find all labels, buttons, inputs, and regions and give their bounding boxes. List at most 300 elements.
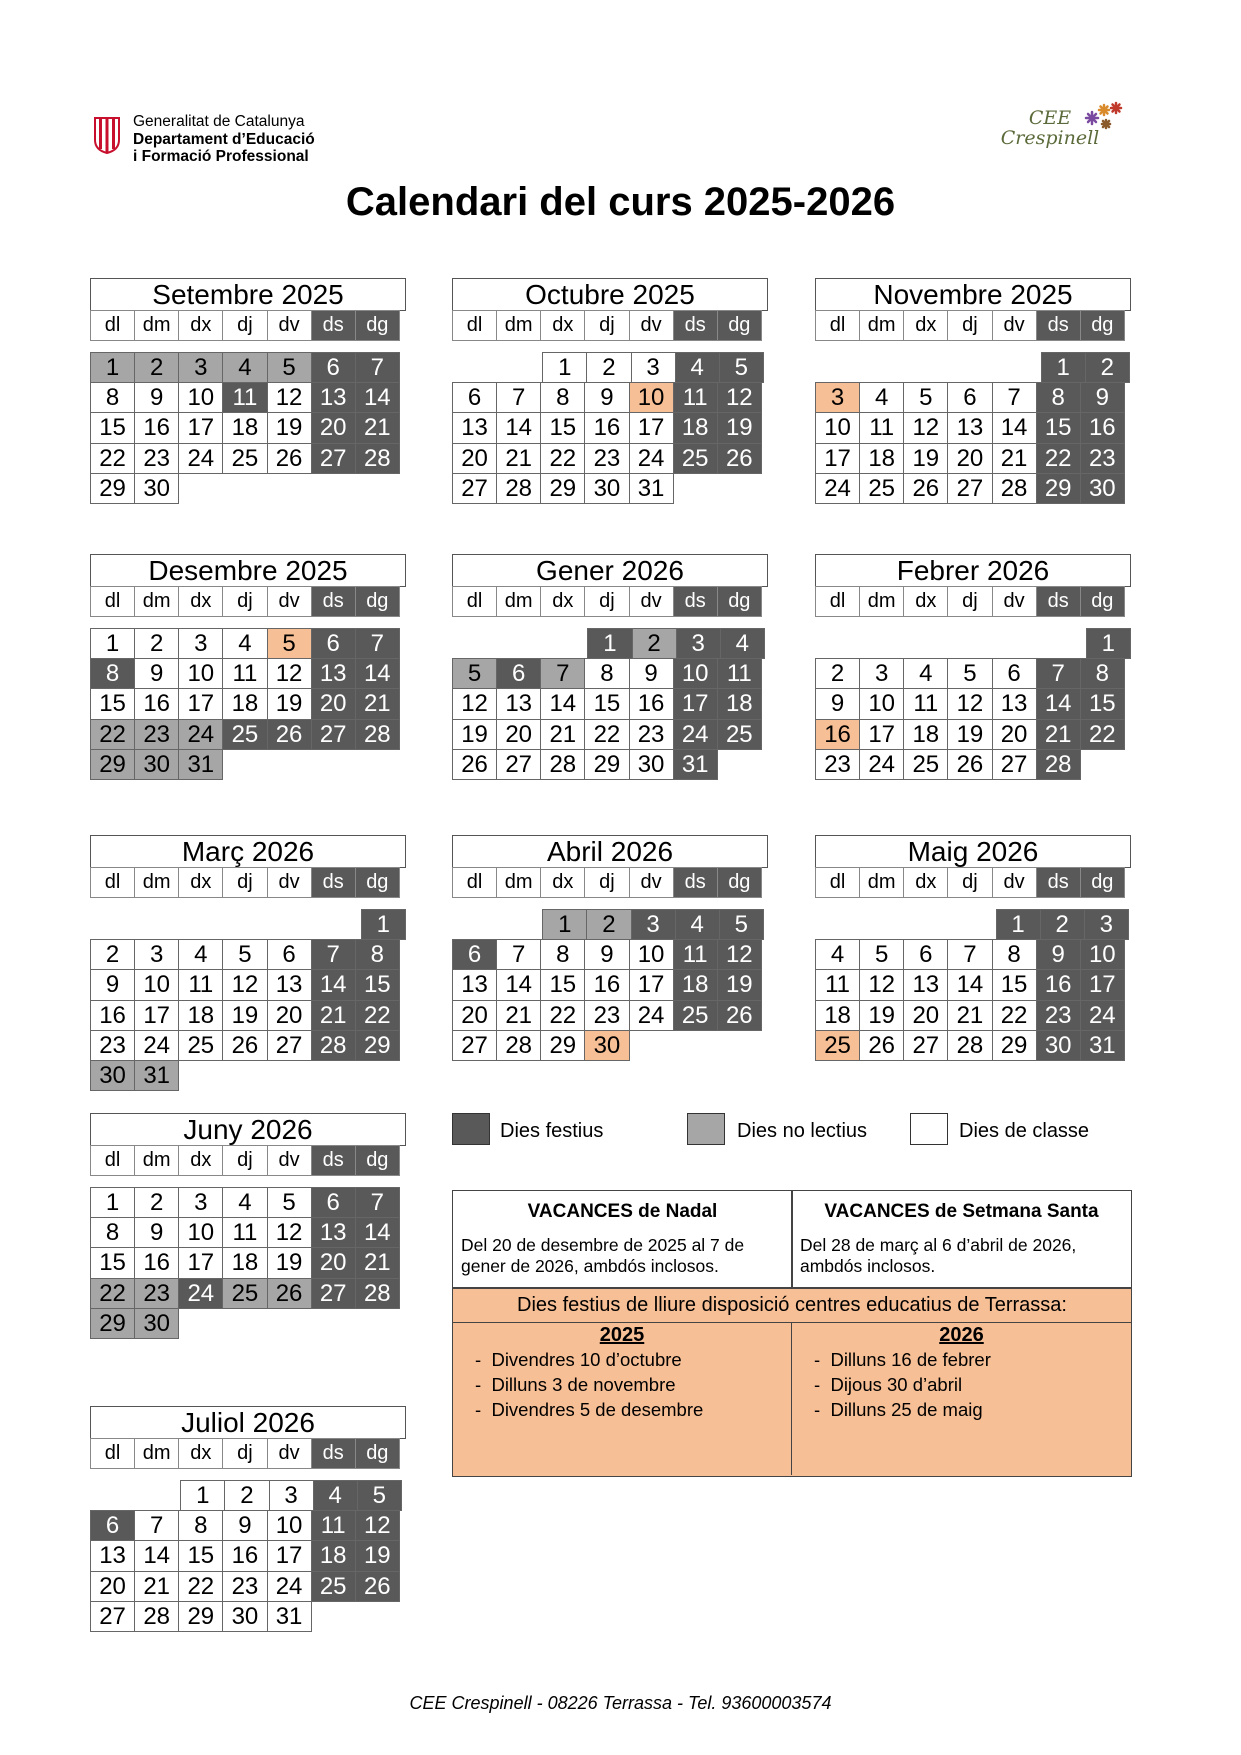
day-cell: 15 [178,1540,223,1571]
day-cell: 27 [947,473,992,504]
day-cell: 26 [355,1571,400,1602]
nadal-title: VACANCES de Nadal [527,1201,718,1222]
month-calendar [90,1406,406,1632]
weekday-label: dj [222,310,267,341]
day-cell: 4 [675,909,720,940]
day-cell: 26 [947,749,992,780]
weekday-label: dm [134,310,179,341]
day-cell: 2 [134,628,179,659]
day-cell: 6 [452,939,497,970]
lliure-2025-year: 2025 [599,1324,645,1346]
day-cell: 27 [992,749,1037,780]
weekday-header [90,1438,406,1469]
day-cell: 3 [178,352,223,383]
week-row [452,659,768,689]
day-cell: 12 [859,969,904,1000]
week-row [90,353,406,383]
day-cell: 24 [859,749,904,780]
day-cell: 19 [947,719,992,750]
week-row [90,1481,406,1511]
month-title: Abril 2026 [452,835,768,868]
day-cell: 6 [947,382,992,413]
day-cell: 26 [222,1030,267,1061]
week-row [90,1188,406,1218]
day-cell: 30 [584,1030,629,1061]
day-cell: 11 [222,658,267,689]
weekday-label: dj [222,1145,267,1176]
month-title: Febrer 2026 [815,554,1131,587]
weekday-label: dm [496,867,541,898]
day-cell: 10 [1080,939,1125,970]
day-cell: 8 [90,658,135,689]
weekday-label: dm [859,867,904,898]
day-cell: 17 [815,443,860,474]
day-cell: 19 [452,719,497,750]
week-row [90,970,406,1000]
empty-day-cell [674,474,719,504]
day-cell: 21 [355,412,400,443]
day-cell: 18 [178,1000,223,1031]
weekday-label: dv [629,867,674,898]
day-cell: 17 [178,688,223,719]
day-cell: 1 [587,628,632,659]
weekday-label: dx [540,310,585,341]
weekday-label: dx [540,867,585,898]
day-cell: 14 [540,688,585,719]
month-title: Març 2026 [90,835,406,868]
week-row [452,750,768,780]
empty-day-cell [860,910,905,940]
lliure-2025-item: - Divendres 10 d’octubre [475,1347,791,1372]
day-cell: 21 [311,1000,356,1031]
empty-day-cell [497,629,542,659]
weekday-label: dg [1080,867,1125,898]
legend-no-lectius-label: Dies no lectius [737,1120,868,1142]
day-cell: 13 [311,382,356,413]
day-cell: 30 [1036,1030,1081,1061]
day-cell: 28 [1036,749,1081,780]
day-cell: 21 [1036,719,1081,750]
empty-day-cell [497,910,542,940]
setmana-santa-box [791,1190,1132,1288]
weekday-label: dv [267,586,312,617]
month-title: Setembre 2025 [90,278,406,311]
day-cell: 4 [222,628,267,659]
day-cell: 10 [629,382,674,413]
day-cell: 23 [134,719,179,750]
day-cell: 18 [222,1247,267,1278]
day-cell: 27 [311,1278,356,1309]
weekday-label: dv [267,1145,312,1176]
day-cell: 24 [178,443,223,474]
day-cell: 22 [540,443,585,474]
day-cell: 26 [267,443,312,474]
nadal-text: Del 20 de desembre de 2025 al 7 de gener de 2026, ambdós inclosos. [461,1235,745,1276]
day-cell: 9 [815,688,860,719]
week-row [90,910,406,940]
day-cell: 24 [1080,1000,1125,1031]
day-cell: 17 [629,969,674,1000]
day-cell: 28 [496,473,541,504]
day-cell: 28 [496,1030,541,1061]
day-cell: 15 [1080,688,1125,719]
weekday-header [90,867,406,898]
weekday-header [90,586,406,617]
month-title: Gener 2026 [452,554,768,587]
weekday-label: dj [584,867,629,898]
month-calendar [815,554,1131,780]
weekday-label: dx [178,1145,223,1176]
day-cell: 4 [222,1187,267,1218]
weekday-label: dx [178,867,223,898]
day-cell: 3 [631,909,676,940]
month-title: Juliol 2026 [90,1406,406,1439]
day-cell: 14 [355,382,400,413]
day-cell: 22 [992,1000,1037,1031]
week-row [815,413,1131,443]
day-cell: 28 [947,1030,992,1061]
day-cell: 16 [584,969,629,1000]
day-cell: 5 [903,382,948,413]
empty-day-cell [315,1061,360,1091]
week-row [90,383,406,413]
empty-day-cell [718,750,763,780]
setmana-santa-title: VACANCES de Setmana Santa [824,1201,1099,1222]
day-cell: 12 [267,658,312,689]
day-cell: 26 [452,749,497,780]
day-cell: 18 [859,443,904,474]
lliure-2026-item: - Dilluns 25 de maig [814,1397,1131,1422]
weekday-label: dm [134,1438,179,1469]
day-cell: 11 [222,1217,267,1248]
day-cell: 9 [134,658,179,689]
day-cell: 15 [584,688,629,719]
weekday-label: ds [673,310,718,341]
empty-day-cell [135,1481,180,1511]
legend-no-lectius-swatch [687,1113,725,1145]
weekday-label: dj [222,1438,267,1469]
day-cell: 3 [1084,909,1129,940]
day-cell: 27 [90,1601,135,1632]
empty-day-cell [315,474,360,504]
day-cell: 20 [947,443,992,474]
weekday-label: dg [717,867,762,898]
empty-day-cell [90,1481,135,1511]
day-cell: 12 [355,1510,400,1541]
week-row [815,474,1131,504]
day-cell: 23 [90,1030,135,1061]
flowers-icon [1080,100,1130,140]
day-cell: 4 [720,628,765,659]
lliure-2026-year: 2026 [939,1324,984,1346]
day-cell: 26 [267,719,312,750]
week-row [815,629,1131,659]
day-cell: 13 [452,412,497,443]
weekday-label: dj [947,586,992,617]
day-cell: 30 [134,749,179,780]
weekday-label: ds [1036,867,1081,898]
day-cell: 26 [903,473,948,504]
day-cell: 1 [90,1187,135,1218]
day-cell: 7 [355,352,400,383]
weekday-label: dl [815,310,860,341]
day-cell: 25 [311,1571,356,1602]
week-row [90,940,406,970]
month-title: Novembre 2025 [815,278,1131,311]
weekday-label: dv [267,310,312,341]
day-cell: 2 [632,628,677,659]
weekday-label: dm [134,586,179,617]
day-cell: 19 [717,412,762,443]
day-cell: 25 [222,1278,267,1309]
gencat-line-2: Departament d’Educació [133,130,315,148]
day-cell: 22 [178,1571,223,1602]
day-cell: 5 [267,1187,312,1218]
empty-day-cell [950,910,995,940]
day-cell: 21 [134,1571,179,1602]
week-row [90,1541,406,1571]
week-row [90,413,406,443]
week-row [90,1218,406,1248]
day-cell: 8 [178,1510,223,1541]
weekday-label: ds [1036,586,1081,617]
week-row [452,413,768,443]
day-cell: 22 [355,1000,400,1031]
weekday-header [452,586,768,617]
empty-day-cell [452,353,497,383]
day-cell: 7 [311,939,356,970]
day-cell: 17 [673,688,718,719]
day-cell: 18 [311,1540,356,1571]
day-cell: 7 [992,382,1037,413]
day-cell: 12 [222,969,267,1000]
day-cell: 30 [1080,473,1125,504]
day-cell: 2 [134,352,179,383]
day-cell: 29 [540,1030,585,1061]
day-cell: 7 [540,658,585,689]
day-cell: 5 [267,352,312,383]
week-row [90,720,406,750]
legend-festius-label: Dies festius [500,1120,604,1142]
week-row [90,474,406,504]
day-cell: 10 [629,939,674,970]
day-cell: 29 [584,749,629,780]
day-cell: 22 [90,1278,135,1309]
day-cell: 10 [178,382,223,413]
empty-day-cell [312,1602,357,1632]
day-cell: 11 [222,382,267,413]
week-row [815,383,1131,413]
day-cell: 10 [673,658,718,689]
day-cell: 27 [452,1030,497,1061]
day-cell: 9 [1080,382,1125,413]
day-cell: 9 [134,382,179,413]
day-cell: 20 [992,719,1037,750]
day-cell: 1 [1086,628,1131,659]
day-cell: 2 [224,1480,269,1511]
lliure-2025-item: - Dilluns 3 de novembre [475,1372,791,1397]
week-row [90,444,406,474]
weekday-label: dl [90,867,135,898]
weekday-label: dg [717,310,762,341]
empty-day-cell [452,910,497,940]
day-cell: 29 [90,1308,135,1339]
empty-day-cell [1041,629,1086,659]
week-row [452,629,768,659]
day-cell: 8 [540,939,585,970]
legend-festius-swatch [452,1113,490,1145]
gencat-brand [93,113,373,173]
day-cell: 21 [355,688,400,719]
day-cell: 16 [584,412,629,443]
week-row [815,720,1131,750]
gencat-line-1: Generalitat de Catalunya [133,113,305,130]
day-cell: 27 [267,1030,312,1061]
day-cell: 19 [903,443,948,474]
day-cell: 21 [355,1247,400,1278]
day-cell: 28 [355,719,400,750]
day-cell: 30 [134,473,179,504]
day-cell: 18 [673,412,718,443]
day-cell: 23 [1080,443,1125,474]
nadal-box [452,1190,793,1288]
day-cell: 19 [267,412,312,443]
day-cell: 22 [1036,443,1081,474]
day-cell: 6 [496,658,541,689]
day-cell: 30 [222,1601,267,1632]
empty-day-cell [815,910,860,940]
day-cell: 24 [815,473,860,504]
day-cell: 7 [134,1510,179,1541]
empty-day-cell [269,750,314,780]
day-cell: 7 [355,1187,400,1218]
day-cell: 6 [267,939,312,970]
day-cell: 5 [222,939,267,970]
day-cell: 3 [631,352,676,383]
day-cell: 25 [815,1030,860,1061]
day-cell: 29 [992,1030,1037,1061]
weekday-label: dv [629,310,674,341]
week-row [815,353,1131,383]
weekday-label: dx [178,586,223,617]
week-row [452,940,768,970]
weekday-label: dx [178,310,223,341]
day-cell: 15 [540,969,585,1000]
day-cell: 4 [859,382,904,413]
day-cell: 25 [673,1000,718,1031]
day-cell: 20 [311,688,356,719]
day-cell: 3 [134,939,179,970]
day-cell: 22 [584,719,629,750]
empty-day-cell [860,353,905,383]
weekday-label: dl [452,867,497,898]
empty-day-cell [135,910,180,940]
day-cell: 26 [717,1000,762,1031]
day-cell: 23 [222,1571,267,1602]
day-cell: 13 [311,658,356,689]
day-cell: 31 [134,1060,179,1091]
day-cell: 18 [673,969,718,1000]
day-cell: 4 [903,658,948,689]
day-cell: 13 [267,969,312,1000]
day-cell: 2 [586,352,631,383]
day-cell: 19 [222,1000,267,1031]
weekday-label: dl [90,1438,135,1469]
empty-day-cell [225,910,270,940]
day-cell: 9 [584,382,629,413]
gencat-logo-icon [93,116,121,154]
day-cell: 29 [90,749,135,780]
day-cell: 6 [903,939,948,970]
day-cell: 31 [267,1601,312,1632]
day-cell: 10 [178,658,223,689]
day-cell: 11 [903,688,948,719]
day-cell: 9 [1036,939,1081,970]
weekday-label: dm [496,310,541,341]
day-cell: 16 [1036,969,1081,1000]
month-calendar [815,835,1131,1061]
week-row [452,383,768,413]
day-cell: 6 [311,1187,356,1218]
week-row [90,1248,406,1278]
day-cell: 17 [859,719,904,750]
weekday-header [815,586,1131,617]
day-cell: 10 [815,412,860,443]
empty-day-cell [1081,750,1126,780]
day-cell: 29 [1036,473,1081,504]
day-cell: 13 [496,688,541,719]
day-cell: 15 [90,688,135,719]
day-cell: 2 [586,909,631,940]
day-cell: 7 [496,382,541,413]
day-cell: 16 [134,688,179,719]
empty-day-cell [452,629,497,659]
day-cell: 6 [311,628,356,659]
week-row [815,910,1131,940]
lliure-disposicio-title: Dies festius de lliure disposició centres educatius de Terrassa: [453,1289,1131,1323]
empty-day-cell [270,1061,315,1091]
day-cell: 23 [1036,1000,1081,1031]
day-cell: 5 [859,939,904,970]
weekday-label: ds [311,586,356,617]
day-cell: 23 [134,443,179,474]
day-cell: 16 [629,688,674,719]
empty-day-cell [179,1309,224,1339]
weekday-label: dl [452,586,497,617]
weekday-header [452,310,768,341]
weekday-header [90,1145,406,1176]
day-cell: 8 [90,382,135,413]
week-row [815,750,1131,780]
day-cell: 16 [815,719,860,750]
month-title: Octubre 2025 [452,278,768,311]
month-calendar [90,835,406,1091]
empty-day-cell [360,1061,405,1091]
day-cell: 4 [313,1480,358,1511]
day-cell: 21 [947,1000,992,1031]
day-cell: 14 [311,969,356,1000]
day-cell: 5 [357,1480,402,1511]
weekday-label: dm [134,1145,179,1176]
day-cell: 25 [222,719,267,750]
weekday-label: dg [1080,310,1125,341]
day-cell: 24 [629,1000,674,1031]
day-cell: 28 [540,749,585,780]
day-cell: 6 [452,382,497,413]
day-cell: 21 [540,719,585,750]
month-calendar [90,1113,406,1339]
day-cell: 12 [452,688,497,719]
